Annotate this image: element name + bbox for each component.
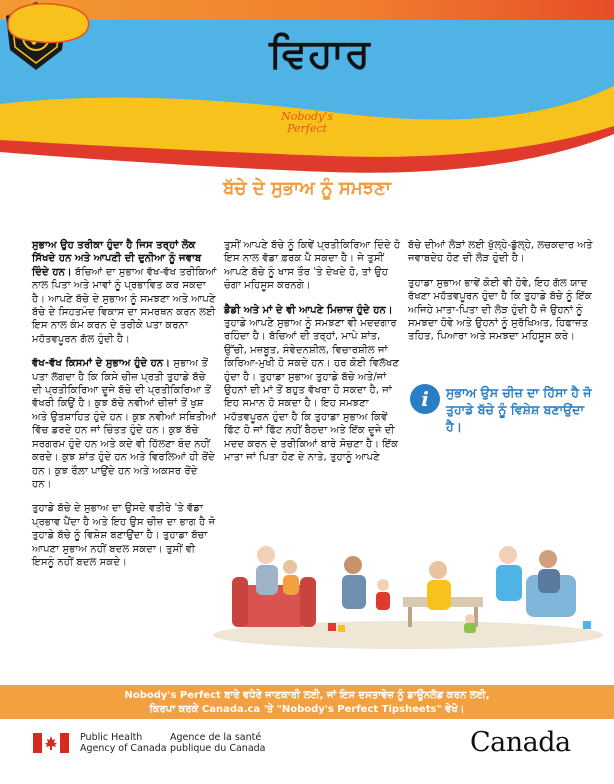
nobodys-perfect-logo-text [267,111,347,135]
logo-line-2: Perfect [287,122,327,135]
paragraph-lead: ਡੈਡੀ ਅਤੇ ਮਾਂ ਦੇ ਵੀ ਆਪਣੇ ਮਿਜ਼ਾਜ਼ ਹੁੰਦੇ ਹਨ। [224,304,393,316]
paragraph [224,304,404,465]
paragraph [32,502,218,569]
footer-note-line-2: ਕਿਰਪਾ ਕਰਕੇ Canada.ca 'ਤੇ "Nobody's Perfect Tipsheets" ਵੇਖੋ। [149,704,465,715]
callout-text: ਸੁਭਾਅ ਉਸ ਚੀਜ਼ ਦਾ ਹਿੱਸਾ ਹੈ ਜੋ ਤੁਹਾਡੇ ਬੱਚੇ ਨੂੰ ਵਿਸ਼ੇਸ਼ ਬਣਾਉਂਦਾ ਹੈ। [446,385,592,434]
paragraph-body: ਤੁਹਾਡੇ ਬੱਚੇ ਦੇ ਸੁਭਾਅ ਦਾ ਉਸਦੇ ਵਤੀਰੇ 'ਤੇ ਵੱਡਾ ਪ੍ਰਭਾਵ ਪੈਂਦਾ ਹੈ ਅਤੇ ਇਹ ਉਸ ਚੀਜ਼ ਦਾ ਭਾਗ ਹੈ ਜੋ ਤੁਹਾਡੇ ਬੱਚੇ ਨੂੰ ਵਿਸ਼ੇਸ਼ ਬਣਾਉਂਦਾ ਹੈ। ਤੁਹਾਡਾ ਬੱਚਾ ਆਪਣਾ ਸੁਭਾਅ ਨਹੀਂ ਬਦਲ ਸਕਦਾ। ਤੁਸੀਂ ਵੀ ਇਸਨੂੰ ਨਹੀਂ ਬਦਲ ਸਕਦੇ। [32,503,216,568]
info-callout [410,384,600,444]
header-banner [0,0,614,200]
agency-name-french [170,732,266,754]
agency-en-line-1: Public Health [80,732,143,743]
paragraph-body: ਬੱਚਿਆਂ ਦਾ ਸੁਭਾਅ ਵੱਖ-ਵੱਖ ਤਰੀਕਿਆਂ ਨਾਲ ਪਿਤਾ ਅਤੇ ਮਾਵਾਂ ਨੂੰ ਪ੍ਰਭਾਵਿਤ ਕਰ ਸਕਦਾ ਹੈ। ਆਪਣੇ ਬੱਚੇ ਦੇ ਸੁਭਾਅ ਨੂੰ ਸਮਝਣਾ ਅਤੇ ਆਪਣੇ ਬੱਚੇ ਦੇ ਸਿਹਤਮੰਦ ਵਿਕਾਸ ਦਾ ਸਮਰਥਨ ਕਰਨ ਲਈ ਇਸ ਨਾਲ ਕੰਮ ਕਰਨ ਦੇ ਤਰੀਕੇ ਪਤਾ ਕਰਨਾ ਮਹੱਤਵਪੂਰਨ ਗੱਲ ਹੁੰਦੀ ਹੈ। [32,266,217,345]
paragraph-body: ਬੱਚੇ ਦੀਆਂ ਲੋੜਾਂ ਲਈ ਖੁੱਲ੍ਹੇ-ਡੁੱਲ੍ਹੇ, ਲਚਕਦਾਰ ਅਤੇ ਜਵਾਬਦੇਹ ਹੋਣ ਦੀ ਲੋੜ ਹੁੰਦੀ ਹੈ। [408,240,593,265]
paragraph-body: ਤੁਸੀਂ ਆਪਣੇ ਬੱਚੇ ਨੂੰ ਕਿਵੇਂ ਪ੍ਰਤੀਕਿਰਿਆ ਦਿੰਦੇ ਹੋ ਇਸ ਨਾਲ ਵੱਡਾ ਫ਼ਰਕ ਪੈ ਸਕਦਾ ਹੈ। ਜੇ ਤੁਸੀਂ ਆਪਣੇ ਬੱਚੇ ਨੂੰ ਖਾਸ ਤੌਰ 'ਤੇ ਦੇਖਦੇ ਹੋ, ਤਾਂ ਉਹ ਚੰਗਾ ਮਹਿਸੂਸ ਕਰਨਗੇ। [224,240,401,292]
canada-wordmark: Canada [470,727,571,758]
paragraph [408,239,598,266]
paragraph-body: ਤੁਹਾਡੇ ਆਪਣੇ ਸੁਭਾਅ ਨੂੰ ਸਮਝਣਾ ਵੀ ਮਦਦਗਾਰ ਰਹਿੰਦਾ ਹੈ। ਬੱਚਿਆਂ ਦੀ ਤਰ੍ਹਾਂ, ਮਾਪੇ ਸ਼ਾਂਤ, ਉੱਚੀ, ਮਜ਼ਬੂਤ, ਸੰਵੇਦਨਸ਼ੀਲ, ਵਿਚਾਰਸ਼ੀਲ ਜਾਂ ਕਿਰਿਆ-ਮੁਖੀ ਹੋ ਸਕਦੇ ਹਨ। ਹਰ ਕੋਈ ਵਿਲੱਖਣ ਹੁੰਦਾ ਹੈ। ਤੁਹਾਡਾ ਸੁਭਾਅ ਤੁਹਾਡੇ ਬੱਚੇ ਅਤੇ/ਜਾਂ ਉਹਨਾਂ ਦੀ ਮਾਂ ਤੋਂ ਬਹੁਤ ਵੱਖਰਾ ਹੋ ਸਕਦਾ ਹੈ, ਜਾਂ ਇਹ ਸਮਾਨ ਹੋ ਸਕਦਾ ਹੈ। ਇਹ ਸਮਝਣਾ ਮਹੱਤਵਪੂਰਨ ਹੁੰਦਾ ਹੈ ਕਿ ਤੁਹਾਡਾ ਸੁਭਾਅ ਕਿਵੇਂ ਫਿੱਟ ਹੋ ਜਾਂ ਫਿੱਟ ਨਹੀਂ ਬੈਠਦਾ ਅਤੇ ਇੱਕ ਦੂਜੇ ਦੀ ਮਦਦ ਕਰਨ ਦੇ ਤਰੀਕਿਆਂ ਬਾਰੇ ਸੋਚਣਾ ਹੈ। ਇੱਕ ਮਾਤਾ ਜਾਂ ਪਿਤਾ ਹੋਣ ਦੇ ਨਾਤੇ, ਤੁਹਾਨੂੰ ਆਪਣੇ [224,318,400,464]
paragraph [32,357,218,491]
text-column-1 [32,239,218,580]
agency-en-line-2: Agency of Canada [80,743,167,754]
paragraph [408,277,598,344]
family-illustration [208,515,603,650]
paragraph [224,239,404,293]
agency-fr-line-2: publique du Canada [170,743,266,754]
page-subtitle: ਬੱਚੇ ਦੇ ਸੁਭਾਅ ਨੂੰ ਸਮਝਣਾ [223,178,391,199]
info-icon: i [410,384,440,414]
logo-line-1: Nobody's [281,110,333,123]
paragraph [32,239,218,346]
paragraph-lead: ਵੱਖ-ਵੱਖ ਕਿਸਮਾਂ ਦੇ ਸੁਭਾਅ ਹੁੰਦੇ ਹਨ। [32,358,171,370]
text-column-3 [408,239,598,355]
agency-fr-line-1: Agence de la santé [170,732,262,743]
canada-flag-icon [33,733,69,753]
paragraph-body: ਤੁਹਾਡਾ ਸੁਭਾਅ ਭਾਵੇਂ ਕੋਈ ਵੀ ਹੋਵੇ, ਇਹ ਗੱਲ ਯਾਦ ਰੱਖਣਾ ਮਹੱਤਵਪੂਰਨ ਹੁੰਦਾ ਹੈ ਕਿ ਤੁਹਾਡੇ ਬੱਚੇ ਨੂੰ ਇੱਕ ਅਜਿਹੇ ਮਾਤਾ-ਪਿਤਾ ਦੀ ਲੋੜ ਹੁੰਦੀ ਹੈ ਜੋ ਉਹਨਾਂ ਨੂੰ ਸਮਝਦਾ ਹੋਵੇ ਅਤੇ ਉਹਨਾਂ ਨੂੰ ਸੁਰੱਖਿਅਤ, ਹਿਫਾਜ਼ਤ ਤਹਿਤ, ਪਿਆਰਾ ਅਤੇ ਸਮਝਦਾ ਮਹਿਸੂਸ ਕਰੇ। [408,277,592,343]
page-title: ਵਿਹਾਰ [269,30,371,77]
paragraph-lead: ਸੁਭਾਅ ਉਹ ਤਰੀਕਾ ਹੁੰਦਾ ਹੈ ਜਿਸ ਤਰ੍ਹਾਂ ਲੋਕ ਸਿੱਖਦੇ ਹਨ ਅਤੇ ਆਪਣੀ ਦੀ ਦੁਨੀਆ ਨੂੰ ਜਵਾਬ ਦਿੰਦੇ ਹਨ। [32,240,202,278]
paragraph-body: ਸੁਭਾਅ ਤੋਂ ਪਤਾ ਲੱਗਦਾ ਹੈ ਕਿ ਕਿਸੇ ਚੀਜ਼ ਪ੍ਰਤੀ ਤੁਹਾਡੇ ਬੱਚੇ ਦੀ ਪ੍ਰਤੀਕਿਰਿਆ ਦੂਜੇ ਬੱਚੇ ਦੀ ਪ੍ਰਤੀਕਿਰਿਆ ਤੋਂ ਵੱਖਰੀ ਕਿਉਂ ਹੈ। ਕੁਝ ਬੱਚੇ ਨਵੀਆਂ ਚੀਜ਼ਾਂ ਤੋਂ ਖੁਸ਼ ਅਤੇ ਉਤਸ਼ਾਹਿਤ ਹੁੰਦੇ ਹਨ। ਕੁਝ ਨਵੀਆਂ ਸਥਿਤੀਆਂ ਵਿੱਚ ਡਰਦੇ ਹਨ ਜਾਂ ਚਿੰਤਤ ਹੁੰਦੇ ਹਨ। ਕੁਝ ਬੱਚੇ ਸਰਗਰਮ ਹੁੰਦੇ ਹਨ ਅਤੇ ਕਦੇ ਵੀ ਹਿੱਲਣਾ ਬੰਦ ਨਹੀਂ ਕਰਦੇ। ਕੁਝ ਸ਼ਾਂਤ ਹੁੰਦੇ ਹਨ ਅਤੇ ਵਿਰਲਿਆਂ ਹੀ ਰੋਂਦੇ ਹਨ। ਕੁਝ ਰੌਲ਼ਾ ਪਾਉਂਦੇ ਹਨ ਅਤੇ ਅਕਸਰ ਰੋਂਦੇ ਹਨ। [32,358,217,490]
nobodys-perfect-logo [0,0,96,46]
agency-name-english [80,732,167,754]
footer-note-line-1: Nobody's Perfect ਬਾਰੇ ਵਧੇਰੇ ਜਾਣਕਾਰੀ ਲਈ, ਜਾਂ ਇਸ ਦਸਤਾਵੇਜ਼ ਨੂੰ ਡਾਊਨਲੋਡ ਕਰਨ ਲਈ, [124,690,490,701]
text-column-2 [224,239,404,476]
